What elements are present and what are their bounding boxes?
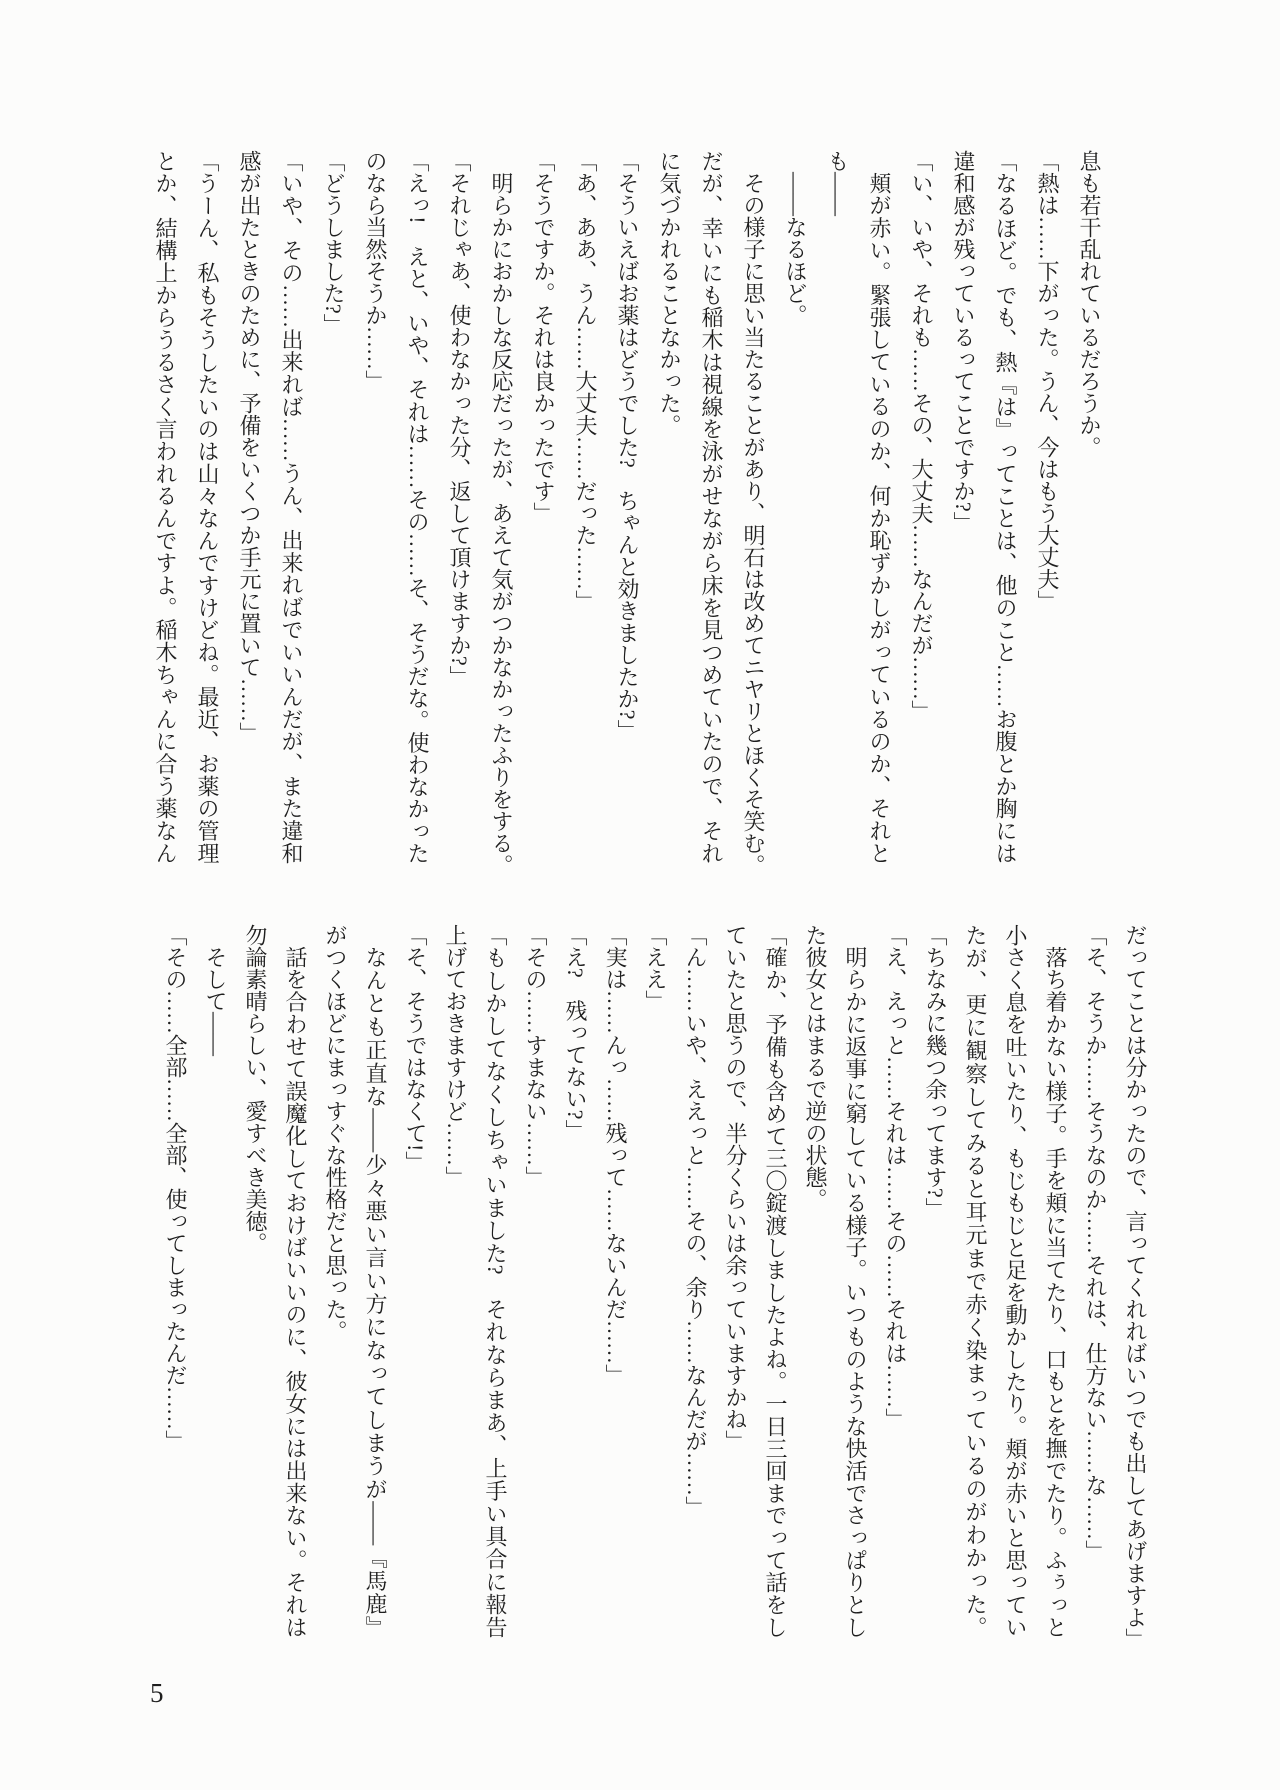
text-column: 「どうしました?」 <box>321 150 346 336</box>
text-column: だってことは分かったので、言ってくれればいつでも出してあげますよ」 <box>1123 924 1148 1650</box>
text-column: に気づかれることなかった。 <box>657 150 682 436</box>
text-column: たが、更に観察してみると耳元まで赤く染まっているのがわかった。 <box>963 924 988 1638</box>
text-column: 「い、いや、それも……その、大丈夫……なんだが……」 <box>909 150 934 722</box>
text-column: 明らかにおかしな反応だったが、あえて気がつかなかったふりをする。 <box>489 172 514 876</box>
text-column: 「その……すまない……」 <box>523 924 548 1188</box>
text-column: 「確か、予備も含めて三〇錠渡しましたよね。一日三回までって話をし <box>763 924 788 1638</box>
text-column: 「うーん、私もそうしたいのは山々なんですけどね。最近、お薬の管理 <box>195 150 220 864</box>
text-column: 息も若干乱れているだろうか。 <box>1077 150 1102 458</box>
text-column: 感が出たときのために、予備をいくつか手元に置いて……」 <box>237 150 262 744</box>
text-column: 「その……全部……全部、使ってしまったんだ……」 <box>163 924 188 1452</box>
text-block-bottom <box>155 924 1155 1650</box>
text-block-top <box>144 150 1110 876</box>
text-column: そして―― <box>203 946 228 1056</box>
text-column: も―― <box>825 150 850 216</box>
text-column: 「熱は……下がった。うん、今はもう大丈夫」 <box>1035 150 1060 612</box>
text-column: 「もしかしてなくしちゃいました? それならまあ、上手い具合に報告 <box>483 924 508 1638</box>
text-column: 「そ、そうではなくて!」 <box>403 924 428 1174</box>
text-column: 「そういえばお薬はどうでした? ちゃんと効きましたか?」 <box>615 150 640 742</box>
text-column: 「えっ! えと、いや、それは……その……そ、そうだな。使わなかった <box>405 150 430 864</box>
text-column: 勿論素晴らしい、愛すべき美徳。 <box>243 924 268 1254</box>
text-column: 「実は……んっ……残って……ないんだ……」 <box>603 924 628 1386</box>
text-column: がつくほどにまっすぐな性格だと思った。 <box>323 924 348 1342</box>
text-column: 明らかに返事に窮している様子。いつものような快活でさっぱりとし <box>843 946 868 1638</box>
text-column: とか、結構上からうるさく言われるんですよ。稲木ちゃんに合う薬なん <box>153 150 178 864</box>
text-column: 「そうですか。それは良かったです」 <box>531 150 556 524</box>
text-column: 「あ、ああ、うん……大丈夫……だった……」 <box>573 150 598 612</box>
text-column: 「ちなみに幾つ余ってます?」 <box>923 924 948 1220</box>
text-column: 違和感が残っているってことですか?」 <box>951 150 976 534</box>
text-column: 「え、えっと……それは……その……それは……」 <box>883 924 908 1430</box>
text-column: 「え? 残ってない?」 <box>563 924 588 1142</box>
text-column: 頬が赤い。緊張しているのか、何か恥ずかしがっているのか、それと <box>867 172 892 864</box>
text-column: 話を合わせて誤魔化しておけばいいのに、彼女には出来ない。それは <box>283 946 308 1639</box>
text-column: 「ええ」 <box>643 924 668 1012</box>
text-column: た彼女とはまるで逆の状態。 <box>803 924 828 1210</box>
text-column: だが、幸いにも稲木は視線を泳がせながら床を見つめていたので、それ <box>699 150 724 864</box>
text-column: 上げておきますけど……」 <box>443 924 468 1188</box>
text-column: 小さく息を吐いたり、もじもじと足を動かしたり。頬が赤いと思ってい <box>1003 924 1028 1638</box>
text-column: 「なるほど。でも、熱『は』ってことは、他のこと……お腹とか胸には <box>993 150 1018 865</box>
text-column: その様子に思い当たることがあり、明石は改めてニヤリとほくそ笑む。 <box>741 172 766 876</box>
text-column: 「ん……いや、ええっと……その、余り……なんだが……」 <box>683 924 708 1518</box>
text-column: ――なるほど。 <box>783 172 808 326</box>
text-column: ていたと思うので、半分くらいは余っていますかね」 <box>723 924 748 1452</box>
text-column: 落ち着かない様子。手を頬に当てたり、口もとを撫でたり。ふぅっと <box>1043 946 1068 1638</box>
text-column: なんとも正直な――少々悪い言い方になってしまうが――『馬鹿』 <box>363 946 388 1638</box>
text-column: 「そ、そうか……そうなのか……それは、仕方ない……な……」 <box>1083 924 1108 1562</box>
text-column: のなら当然そうか……」 <box>363 150 388 392</box>
text-column: 「いや、その……出来れば……うん、出来ればでいいんだが、また違和 <box>279 150 304 864</box>
text-column: 「それじゃあ、使わなかった分、返して頂けますか?」 <box>447 150 472 688</box>
page-number: 5 <box>150 1678 164 1708</box>
